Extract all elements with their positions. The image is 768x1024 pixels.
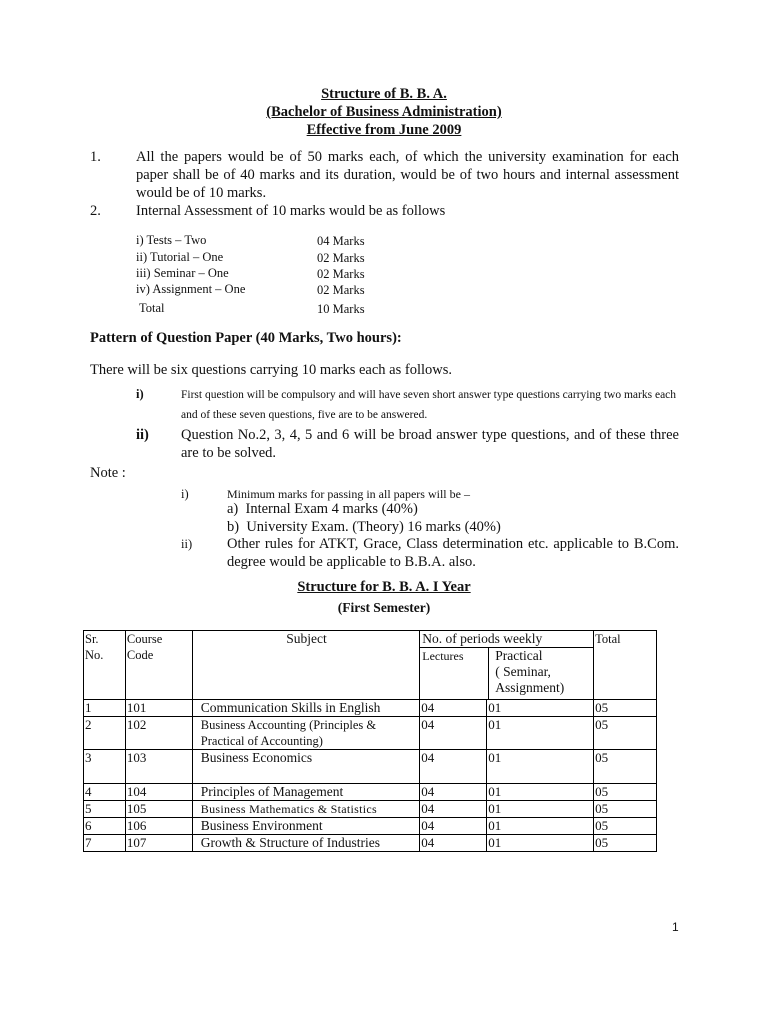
cell-subject: Business Environment xyxy=(192,818,419,835)
table-row xyxy=(84,801,657,818)
cell-total: 05 xyxy=(594,801,657,818)
doc-effective-date: Effective from June 2009 xyxy=(306,122,462,138)
point-2-number: 2. xyxy=(90,203,101,219)
cell-practical: 01 xyxy=(487,784,594,801)
cell-subject: Business Economics xyxy=(192,750,419,784)
cell-practical: 01 xyxy=(487,750,594,784)
internal-item: i) Tests – Two xyxy=(136,233,207,247)
doc-title: Structure of B. B. A. xyxy=(321,86,447,102)
cell-subject: Business Accounting (Principles & Practical of Accounting) xyxy=(192,717,419,750)
cell-total: 05 xyxy=(594,750,657,784)
header-practical: Practical ( Seminar, Assignment) xyxy=(495,648,565,695)
cell-code: 101 xyxy=(125,700,192,717)
table-row xyxy=(84,784,657,801)
cell-subject: Growth & Structure of Industries xyxy=(192,835,419,852)
question-1-text: First question will be compulsory and will have seven short answer type questions carrying two marks each and of these seven questions, five are to be answered. xyxy=(181,389,677,421)
cell-total: 05 xyxy=(594,818,657,835)
header-course-code: Course Code xyxy=(125,631,192,700)
pattern-heading: Pattern of Question Paper (40 Marks, Two hours): xyxy=(90,330,402,346)
header-subject: Subject xyxy=(192,631,419,700)
header-total: Total xyxy=(594,631,657,700)
cell-subject: Communication Skills in English xyxy=(192,700,419,717)
note-2-text: Other rules for ATKT, Grace, Class determination etc. applicable to B.Com. degree would be applicable to B.B.A. also. xyxy=(227,536,679,570)
cell-code: 107 xyxy=(125,835,192,852)
semester-table xyxy=(83,630,657,852)
header-sr: Sr. No. xyxy=(84,631,126,700)
cell-lectures: 04 xyxy=(420,784,487,801)
structure-subtitle: (First Semester) xyxy=(337,600,431,615)
internal-total-marks: 10 Marks xyxy=(317,302,365,316)
header-periods xyxy=(420,631,594,700)
cell-code: 102 xyxy=(125,717,192,750)
structure-title: Structure for B. B. A. I Year xyxy=(297,579,471,595)
question-1-number: i) xyxy=(136,387,144,401)
internal-marks: 02 Marks xyxy=(317,283,365,297)
cell-total: 05 xyxy=(594,717,657,750)
cell-lectures: 04 xyxy=(420,818,487,835)
internal-marks: 02 Marks xyxy=(317,267,365,281)
question-2-text: Question No.2, 3, 4, 5 and 6 will be broad answer type questions, and of these three are to be solved. xyxy=(181,427,679,461)
cell-sr: 3 xyxy=(84,750,126,784)
cell-practical: 01 xyxy=(487,717,594,750)
cell-sr: 5 xyxy=(84,801,126,818)
table-row xyxy=(84,750,657,784)
table-row xyxy=(84,700,657,717)
cell-lectures: 04 xyxy=(420,801,487,818)
table-row xyxy=(84,717,657,750)
cell-lectures: 04 xyxy=(420,750,487,784)
header-lectures: Lectures xyxy=(420,648,489,699)
note-2-number: ii) xyxy=(181,537,193,551)
pattern-intro: There will be six questions carrying 10 marks each as follows. xyxy=(90,362,453,378)
cell-lectures: 04 xyxy=(420,717,487,750)
point-2-text: Internal Assessment of 10 marks would be as follows xyxy=(136,203,446,219)
cell-subject: Business Mathematics & Statistics xyxy=(192,801,419,818)
cell-sr: 2 xyxy=(84,717,126,750)
cell-practical: 01 xyxy=(487,700,594,717)
cell-sr: 4 xyxy=(84,784,126,801)
internal-total-label: Total xyxy=(139,301,165,315)
cell-total: 05 xyxy=(594,784,657,801)
page-number: 1 xyxy=(672,920,679,934)
cell-total: 05 xyxy=(594,835,657,852)
cell-code: 104 xyxy=(125,784,192,801)
table-row xyxy=(84,835,657,852)
note-label: Note : xyxy=(90,465,126,481)
cell-lectures: 04 xyxy=(420,700,487,717)
point-1-text: All the papers would be of 50 marks each, of which the university examination for each paper shall be of 40 marks and its duration, would be of two hours and internal assessment would be of 10 marks. xyxy=(136,149,679,201)
internal-item: iii) Seminar – One xyxy=(136,266,229,280)
internal-marks: 04 Marks xyxy=(317,234,365,248)
internal-marks: 02 Marks xyxy=(317,251,365,265)
cell-code: 105 xyxy=(125,801,192,818)
cell-subject: Principles of Management xyxy=(192,784,419,801)
cell-sr: 7 xyxy=(84,835,126,852)
cell-code: 106 xyxy=(125,818,192,835)
cell-practical: 01 xyxy=(487,835,594,852)
header-periods-label: No. of periods weekly xyxy=(420,631,593,648)
doc-subtitle: (Bachelor of Business Administration) xyxy=(266,104,502,120)
cell-practical: 01 xyxy=(487,818,594,835)
question-2-number: ii) xyxy=(136,427,149,443)
point-1-number: 1. xyxy=(90,149,101,165)
cell-code: 103 xyxy=(125,750,192,784)
cell-lectures: 04 xyxy=(420,835,487,852)
note-1a: a) Internal Exam 4 marks (40%) xyxy=(227,501,418,517)
note-1-text: Minimum marks for passing in all papers will be – xyxy=(227,487,470,501)
note-1b: b) University Exam. (Theory) 16 marks (40%) xyxy=(227,519,501,535)
cell-total: 05 xyxy=(594,700,657,717)
cell-practical: 01 xyxy=(487,801,594,818)
table-row xyxy=(84,818,657,835)
table-header-row xyxy=(84,631,657,700)
cell-sr: 1 xyxy=(84,700,126,717)
internal-item: ii) Tutorial – One xyxy=(136,250,224,264)
cell-sr: 6 xyxy=(84,818,126,835)
internal-item: iv) Assignment – One xyxy=(136,282,246,296)
note-1-number: i) xyxy=(181,487,189,501)
